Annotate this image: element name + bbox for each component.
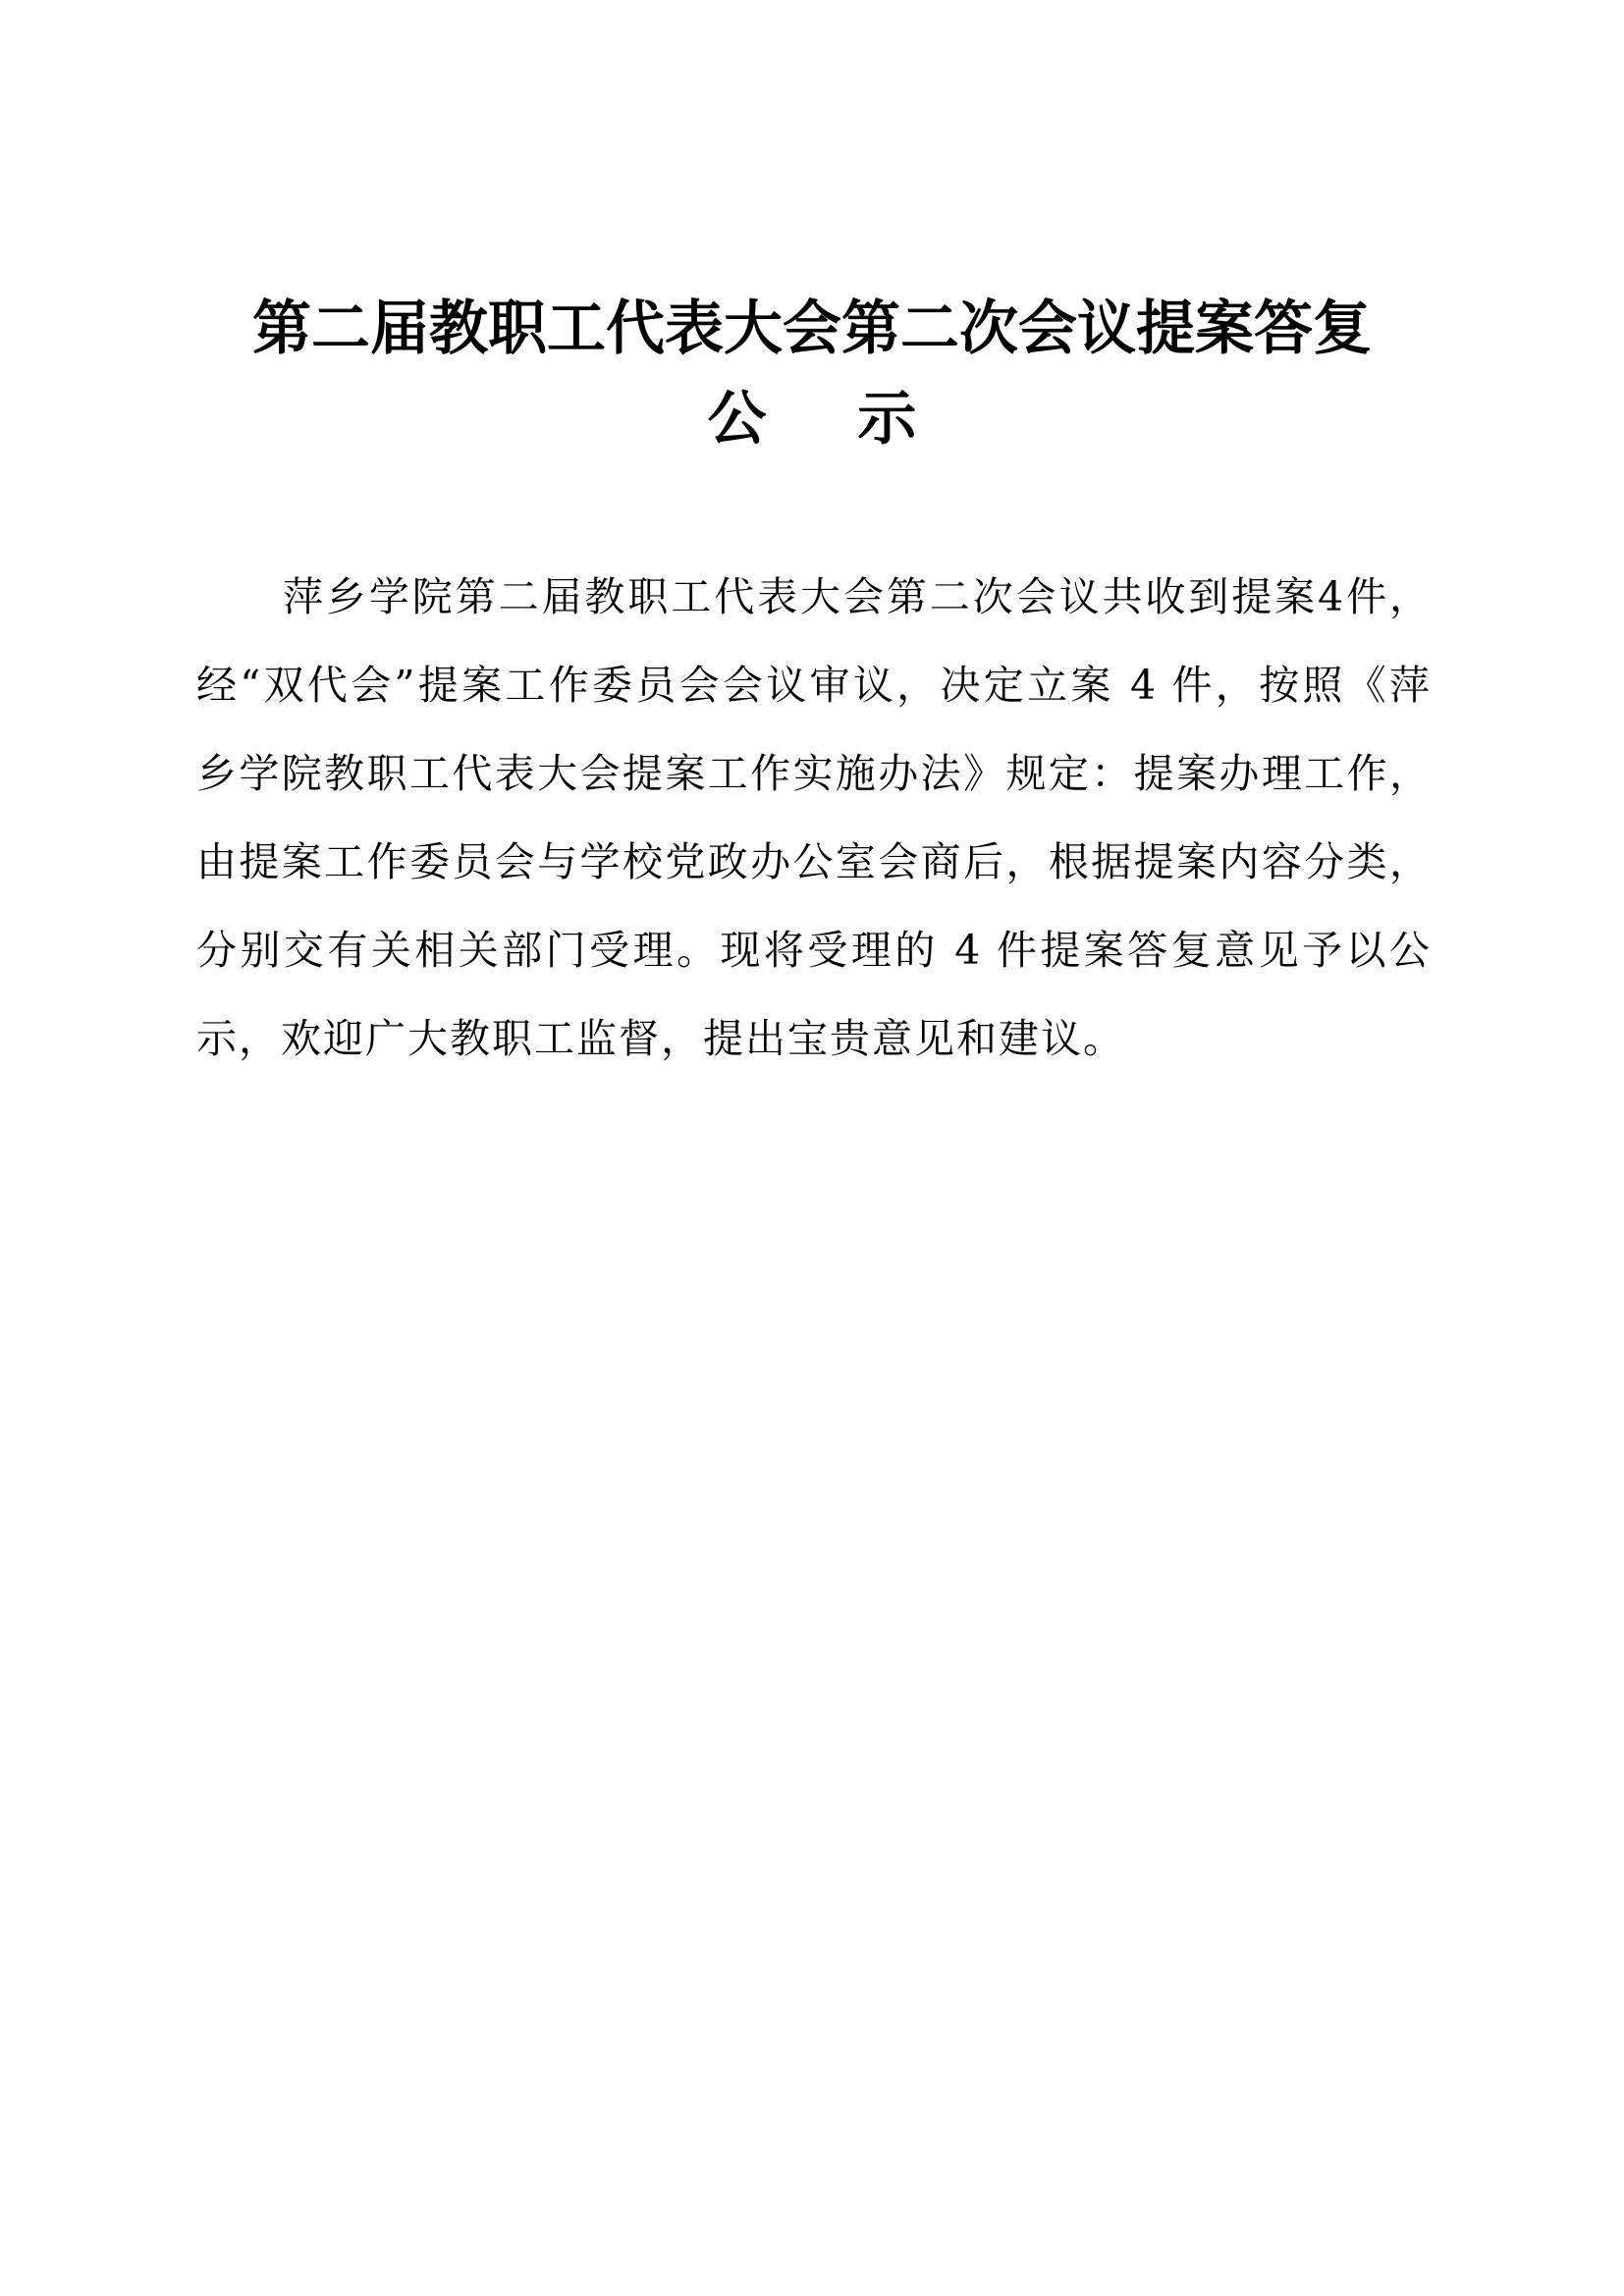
document-subtitle: 公 示 <box>707 385 952 454</box>
paragraph-line: 分别交有关相关部门受理。现将受理的 4 件提案答复意见予以公 <box>196 927 1430 974</box>
paragraph-line: 经“双代会”提案工作委员会会议审议，决定立案 4 件，按照《萍 <box>196 662 1430 709</box>
paragraph-line: 乡学院教职工代表大会提案工作实施办法》规定：提案办理工作， <box>196 750 1430 797</box>
document-title: 第二届教职工代表大会第二次会议提案答复 <box>252 294 1372 363</box>
paragraph-line: 萍乡学院第二届教职工代表大会第二次会议共收到提案4件， <box>283 573 1430 620</box>
paragraph-line: 由提案工作委员会与学校党政办公室会商后，根据提案内容分类， <box>196 838 1430 885</box>
paragraph-line: 示，欢迎广大教职工监督，提出宝贵意见和建议。 <box>196 1015 1125 1062</box>
